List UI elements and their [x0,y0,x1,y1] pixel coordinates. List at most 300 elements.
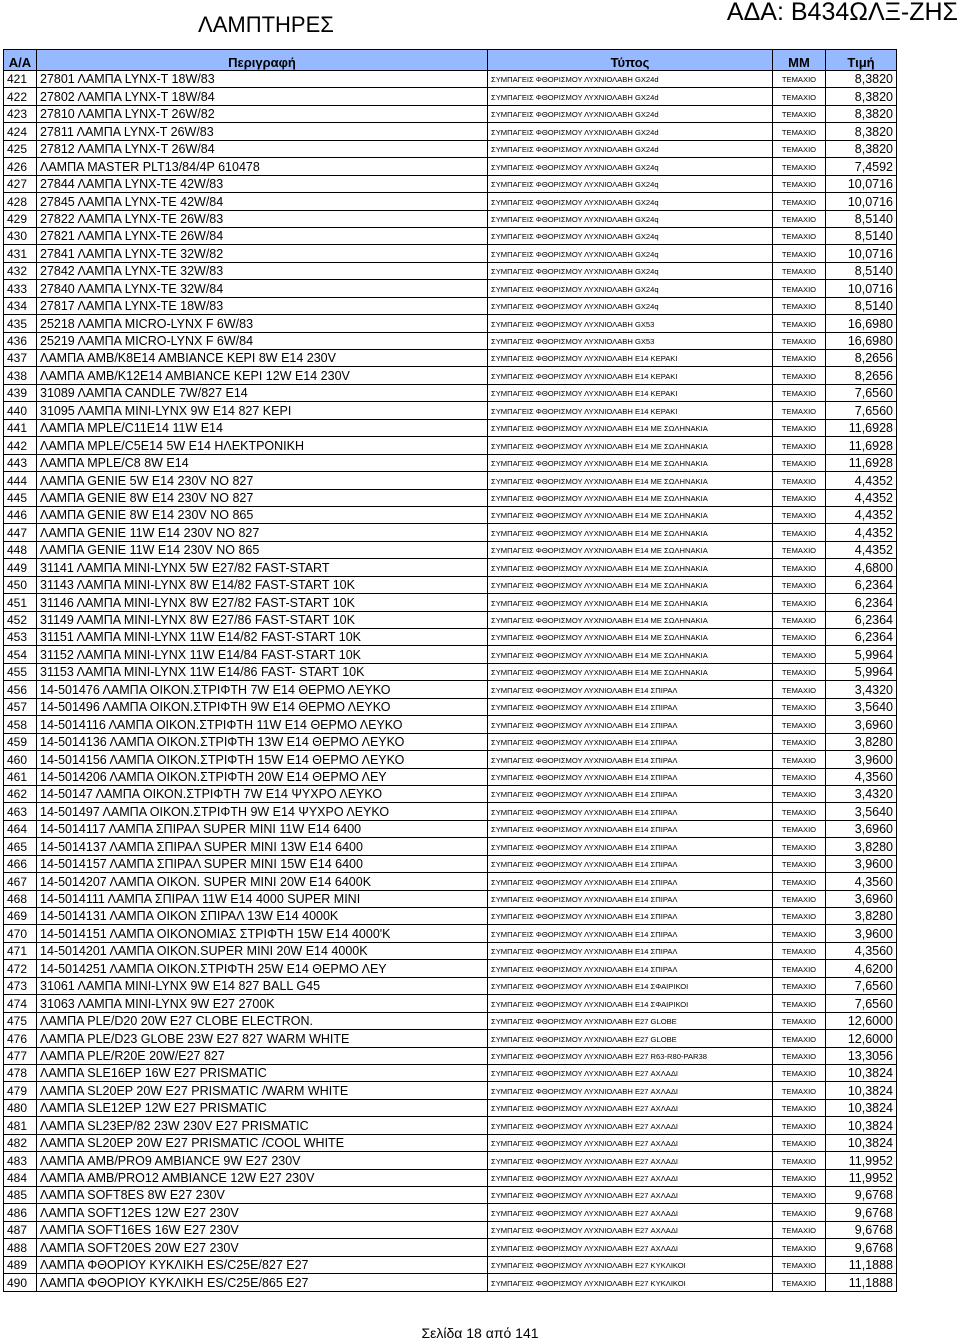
row-unit: ΤΕΜΑΧΙΟ [773,803,826,820]
row-type: ΣΥΜΠΑΓΕΙΣ ΦΘΟΡΙΣΜΟΥ ΛΥΧΝΙΟΛΑΒΗ E27 ΑΧΛΑΔΙ [488,1099,773,1116]
row-type: ΣΥΜΠΑΓΕΙΣ ΦΘΟΡΙΣΜΟΥ ΛΥΧΝΙΟΛΑΒΗ E14 ΣΠΙΡΑΛ [488,855,773,872]
table-row [4,646,897,663]
row-type: ΣΥΜΠΑΓΕΙΣ ΦΘΟΡΙΣΜΟΥ ΛΥΧΝΙΟΛΑΒΗ E14 ΣΠΙΡΑΛ [488,803,773,820]
table-row [4,297,897,314]
row-type: ΣΥΜΠΑΓΕΙΣ ΦΘΟΡΙΣΜΟΥ ΛΥΧΝΙΟΛΑΒΗ E14 ΜΕ ΣΩΛΗΝΑΚΙΑ [488,629,773,646]
row-type: ΣΥΜΠΑΓΕΙΣ ΦΘΟΡΙΣΜΟΥ ΛΥΧΝΙΟΛΑΒΗ E14 ΣΠΙΡΑΛ [488,890,773,907]
row-number: 488 [4,1239,37,1256]
row-type: ΣΥΜΠΑΓΕΙΣ ΦΘΟΡΙΣΜΟΥ ΛΥΧΝΙΟΛΑΒΗ E14 ΣΦΑΙΡΙΚΟΙ [488,977,773,994]
row-unit: ΤΕΜΑΧΙΟ [773,280,826,297]
row-description: 31089 ΛΑΜΠΑ CANDLE 7W/827 E14 [37,384,488,401]
row-description: 31146 ΛΑΜΠΑ MINI-LYNX 8W E27/82 FAST-START 10K [37,594,488,611]
row-unit: ΤΕΜΑΧΙΟ [773,140,826,157]
table-row [4,960,897,977]
row-price: 5,9964 [826,663,897,680]
row-number: 444 [4,472,37,489]
row-description: ΛΑΜΠΑ SL23EP/82 23W 230V E27 PRISMATIC [37,1117,488,1134]
row-price: 4,4352 [826,506,897,523]
row-type: ΣΥΜΠΑΓΕΙΣ ΦΘΟΡΙΣΜΟΥ ΛΥΧΝΙΟΛΑΒΗ GX24q [488,280,773,297]
row-price: 9,6768 [826,1187,897,1204]
row-description: 14-5014201 ΛΑΜΠΑ ΟΙΚΟΝ.SUPER MINI 20W E14 4000K [37,942,488,959]
row-price: 8,3820 [826,71,897,88]
row-description: ΛΑΜΠΑ AMB/PRO12 AMBIANCE 12W E27 230V [37,1169,488,1186]
row-number: 425 [4,140,37,157]
table-row [4,437,897,454]
row-description: 27840 ΛΑΜΠΑ LYNX-TE 32W/84 [37,280,488,297]
table-row [4,873,897,890]
row-unit: ΤΕΜΑΧΙΟ [773,384,826,401]
row-price: 10,3824 [826,1117,897,1134]
table-row [4,227,897,244]
row-description: 31153 ΛΑΜΠΑ MINI-LYNX 11W E14/86 FAST- START 10K [37,663,488,680]
row-number: 465 [4,838,37,855]
row-price: 11,9952 [826,1169,897,1186]
row-description: ΛΑΜΠΑ PLE/R20E 20W/E27 827 [37,1047,488,1064]
row-description: ΛΑΜΠΑ MASTER PLT13/84/4P 610478 [37,158,488,175]
table-row [4,1169,897,1186]
row-number: 448 [4,541,37,558]
row-unit: ΤΕΜΑΧΙΟ [773,541,826,558]
row-type: ΣΥΜΠΑΓΕΙΣ ΦΘΟΡΙΣΜΟΥ ΛΥΧΝΙΟΛΑΒΗ E14 ΜΕ ΣΩΛΗΝΑΚΙΑ [488,419,773,436]
table-row [4,820,897,837]
row-unit: ΤΕΜΑΧΙΟ [773,227,826,244]
table-row [4,1134,897,1151]
row-price: 4,6800 [826,559,897,576]
row-description: ΛΑΜΠΑ ΦΘΟΡΙΟΥ ΚΥΚΛΙΚΗ ES/C25E/865 E27 [37,1274,488,1291]
table-row [4,1187,897,1204]
row-number: 486 [4,1204,37,1221]
table-row [4,245,897,262]
row-unit: ΤΕΜΑΧΙΟ [773,158,826,175]
row-type: ΣΥΜΠΑΓΕΙΣ ΦΘΟΡΙΣΜΟΥ ΛΥΧΝΙΟΛΑΒΗ GX53 [488,315,773,332]
row-number: 487 [4,1221,37,1238]
row-description: 31063 ΛΑΜΠΑ MINI-LYNX 9W E27 2700K [37,995,488,1012]
row-unit: ΤΕΜΑΧΙΟ [773,1204,826,1221]
row-type: ΣΥΜΠΑΓΕΙΣ ΦΘΟΡΙΣΜΟΥ ΛΥΧΝΙΟΛΑΒΗ E14 ΜΕ ΣΩΛΗΝΑΚΙΑ [488,611,773,628]
table-row [4,123,897,140]
row-price: 10,0716 [826,245,897,262]
row-number: 490 [4,1274,37,1291]
row-type: ΣΥΜΠΑΓΕΙΣ ΦΘΟΡΙΣΜΟΥ ΛΥΧΝΙΟΛΑΒΗ E14 ΜΕ ΣΩΛΗΝΑΚΙΑ [488,506,773,523]
row-unit: ΤΕΜΑΧΙΟ [773,1169,826,1186]
row-description: ΛΑΜΠΑ SL20EP 20W E27 PRISMATIC /COOL WHITE [37,1134,488,1151]
row-unit: ΤΕΜΑΧΙΟ [773,297,826,314]
row-number: 449 [4,559,37,576]
table-row [4,594,897,611]
row-price: 10,3824 [826,1064,897,1081]
row-description: 14-5014251 ΛΑΜΠΑ ΟΙΚΟΝ.ΣΤΡΙΦΤΗ 25W E14 ΘΕΡΜΟ ΛΕΥ [37,960,488,977]
row-unit: ΤΕΜΑΧΙΟ [773,995,826,1012]
row-type: ΣΥΜΠΑΓΕΙΣ ΦΘΟΡΙΣΜΟΥ ΛΥΧΝΙΟΛΑΒΗ E14 ΣΠΙΡΑΛ [488,681,773,698]
row-number: 433 [4,280,37,297]
row-type: ΣΥΜΠΑΓΕΙΣ ΦΘΟΡΙΣΜΟΥ ΛΥΧΝΙΟΛΑΒΗ E14 ΣΠΙΡΑΛ [488,838,773,855]
row-description: ΛΑΜΠΑ MPLE/C11E14 11W E14 [37,419,488,436]
row-price: 7,4592 [826,158,897,175]
row-type: ΣΥΜΠΑΓΕΙΣ ΦΘΟΡΙΣΜΟΥ ΛΥΧΝΙΟΛΑΒΗ E14 ΣΠΙΡΑΛ [488,820,773,837]
row-unit: ΤΕΜΑΧΙΟ [773,175,826,192]
row-description: 14-5014111 ΛΑΜΠΑ ΣΠΙΡΑΛ 11W E14 4000 SUPER MINI [37,890,488,907]
row-number: 477 [4,1047,37,1064]
row-unit: ΤΕΜΑΧΙΟ [773,1274,826,1291]
row-unit: ΤΕΜΑΧΙΟ [773,681,826,698]
row-unit: ΤΕΜΑΧΙΟ [773,1082,826,1099]
row-unit: ΤΕΜΑΧΙΟ [773,1064,826,1081]
row-description: ΛΑΜΠΑ AMB/K12E14 AMBIANCE ΚΕΡΙ 12W E14 230V [37,367,488,384]
row-number: 441 [4,419,37,436]
table-row [4,350,897,367]
row-description: ΛΑΜΠΑ ΦΘΟΡΙΟΥ ΚΥΚΛΙΚΗ ES/C25E/827 E27 [37,1256,488,1273]
row-description: 14-501497 ΛΑΜΠΑ ΟΙΚΟΝ.ΣΤΡΙΦΤΗ 9W E14 ΨΥΧΡΟ ΛΕΥΚΟ [37,803,488,820]
row-type: ΣΥΜΠΑΓΕΙΣ ΦΘΟΡΙΣΜΟΥ ΛΥΧΝΙΟΛΑΒΗ GX24d [488,105,773,122]
row-number: 475 [4,1012,37,1029]
row-description: 14-501496 ΛΑΜΠΑ ΟΙΚΟΝ.ΣΤΡΙΦΤΗ 9W E14 ΘΕΡΜΟ ΛΕΥΚΟ [37,698,488,715]
row-unit: ΤΕΜΑΧΙΟ [773,1099,826,1116]
row-description: 31061 ΛΑΜΠΑ MINI-LYNX 9W E14 827 BALL G45 [37,977,488,994]
row-unit: ΤΕΜΑΧΙΟ [773,611,826,628]
row-type: ΣΥΜΠΑΓΕΙΣ ΦΘΟΡΙΣΜΟΥ ΛΥΧΝΙΟΛΑΒΗ GX24d [488,71,773,88]
row-number: 431 [4,245,37,262]
row-number: 427 [4,175,37,192]
header-type: Τύπος [488,50,773,71]
row-unit: ΤΕΜΑΧΙΟ [773,663,826,680]
table-row [4,733,897,750]
row-number: 459 [4,733,37,750]
row-type: ΣΥΜΠΑΓΕΙΣ ΦΘΟΡΙΣΜΟΥ ΛΥΧΝΙΟΛΑΒΗ E14 ΜΕ ΣΩΛΗΝΑΚΙΑ [488,472,773,489]
row-type: ΣΥΜΠΑΓΕΙΣ ΦΘΟΡΙΣΜΟΥ ΛΥΧΝΙΟΛΑΒΗ E14 ΜΕ ΣΩΛΗΝΑΚΙΑ [488,437,773,454]
table-row [4,559,897,576]
row-type: ΣΥΜΠΑΓΕΙΣ ΦΘΟΡΙΣΜΟΥ ΛΥΧΝΙΟΛΑΒΗ E27 ΚΥΚΛΙΚΟΙ [488,1256,773,1273]
row-type: ΣΥΜΠΑΓΕΙΣ ΦΘΟΡΙΣΜΟΥ ΛΥΧΝΙΟΛΑΒΗ GX24q [488,193,773,210]
row-description: ΛΑΜΠΑ GENIE 8W E14 230V NO 827 [37,489,488,506]
row-number: 479 [4,1082,37,1099]
table-row [4,1047,897,1064]
row-price: 3,4320 [826,785,897,802]
table-row [4,105,897,122]
row-unit: ΤΕΜΑΧΙΟ [773,698,826,715]
row-unit: ΤΕΜΑΧΙΟ [773,489,826,506]
row-unit: ΤΕΜΑΧΙΟ [773,71,826,88]
row-unit: ΤΕΜΑΧΙΟ [773,1221,826,1238]
row-type: ΣΥΜΠΑΓΕΙΣ ΦΘΟΡΙΣΜΟΥ ΛΥΧΝΙΟΛΑΒΗ E14 ΣΠΙΡΑΛ [488,716,773,733]
row-description: ΛΑΜΠΑ GENIE 8W E14 230V NO 865 [37,506,488,523]
row-price: 11,6928 [826,419,897,436]
row-description: 31152 ΛΑΜΠΑ MINI-LYNX 11W E14/84 FAST-START 10K [37,646,488,663]
row-price: 3,8280 [826,733,897,750]
row-price: 8,2656 [826,367,897,384]
row-description: 14-501476 ΛΑΜΠΑ ΟΙΚΟΝ.ΣΤΡΙΦΤΗ 7W E14 ΘΕΡΜΟ ΛΕΥΚΟ [37,681,488,698]
row-description: ΛΑΜΠΑ SOFT8ES 8W E27 230V [37,1187,488,1204]
table-row [4,402,897,419]
row-description: 27810 ΛΑΜΠΑ LYNX-T 26W/82 [37,105,488,122]
table-row [4,838,897,855]
table-row [4,977,897,994]
row-description: ΛΑΜΠΑ SOFT16ES 16W E27 230V [37,1221,488,1238]
row-unit: ΤΕΜΑΧΙΟ [773,1030,826,1047]
row-number: 450 [4,576,37,593]
row-description: ΛΑΜΠΑ SOFT12ES 12W E27 230V [37,1204,488,1221]
table-row [4,71,897,88]
row-number: 471 [4,942,37,959]
row-number: 464 [4,820,37,837]
row-number: 485 [4,1187,37,1204]
row-type: ΣΥΜΠΑΓΕΙΣ ΦΘΟΡΙΣΜΟΥ ΛΥΧΝΙΟΛΑΒΗ E14 ΜΕ ΣΩΛΗΝΑΚΙΑ [488,594,773,611]
row-price: 11,1888 [826,1274,897,1291]
row-price: 6,2364 [826,594,897,611]
row-type: ΣΥΜΠΑΓΕΙΣ ΦΘΟΡΙΣΜΟΥ ΛΥΧΝΙΟΛΑΒΗ E14 ΚΕΡΑΚΙ [488,350,773,367]
row-description: ΛΑΜΠΑ SL20EP 20W E27 PRISMATIC /WARM WHITE [37,1082,488,1099]
row-description: 31143 ΛΑΜΠΑ MINI-LYNX 8W E14/82 FAST-START 10K [37,576,488,593]
row-number: 462 [4,785,37,802]
table-row [4,785,897,802]
row-number: 421 [4,71,37,88]
row-price: 3,6960 [826,716,897,733]
row-price: 16,6980 [826,315,897,332]
row-description: 27845 ΛΑΜΠΑ LYNX-TE 42W/84 [37,193,488,210]
row-description: 27842 ΛΑΜΠΑ LYNX-TE 32W/83 [37,262,488,279]
row-price: 10,0716 [826,175,897,192]
table-row [4,419,897,436]
row-unit: ΤΕΜΑΧΙΟ [773,873,826,890]
table-row [4,332,897,349]
table-row [4,611,897,628]
row-price: 3,9600 [826,855,897,872]
row-number: 430 [4,227,37,244]
table-row [4,472,897,489]
row-number: 422 [4,88,37,105]
row-price: 3,4320 [826,681,897,698]
header-unit: ΜΜ [773,50,826,71]
row-price: 8,2656 [826,350,897,367]
row-description: ΛΑΜΠΑ GENIE 11W E14 230V NO 865 [37,541,488,558]
row-unit: ΤΕΜΑΧΙΟ [773,350,826,367]
row-type: ΣΥΜΠΑΓΕΙΣ ΦΘΟΡΙΣΜΟΥ ΛΥΧΝΙΟΛΑΒΗ E14 ΣΠΙΡΑΛ [488,733,773,750]
row-unit: ΤΕΜΑΧΙΟ [773,1239,826,1256]
row-type: ΣΥΜΠΑΓΕΙΣ ΦΘΟΡΙΣΜΟΥ ΛΥΧΝΙΟΛΑΒΗ GX53 [488,332,773,349]
row-price: 11,6928 [826,437,897,454]
table-row [4,995,897,1012]
row-description: 25219 ΛΑΜΠΑ MICRO-LYNX F 6W/84 [37,332,488,349]
row-type: ΣΥΜΠΑΓΕΙΣ ΦΘΟΡΙΣΜΟΥ ΛΥΧΝΙΟΛΑΒΗ E14 ΜΕ ΣΩΛΗΝΑΚΙΑ [488,524,773,541]
row-price: 4,6200 [826,960,897,977]
row-number: 476 [4,1030,37,1047]
row-unit: ΤΕΜΑΧΙΟ [773,646,826,663]
row-unit: ΤΕΜΑΧΙΟ [773,402,826,419]
row-description: 25218 ΛΑΜΠΑ MICRO-LYNX F 6W/83 [37,315,488,332]
row-unit: ΤΕΜΑΧΙΟ [773,629,826,646]
row-price: 9,6768 [826,1221,897,1238]
row-description: ΛΑΜΠΑ AMB/PRO9 AMBIANCE 9W E27 230V [37,1152,488,1169]
row-number: 483 [4,1152,37,1169]
row-price: 6,2364 [826,611,897,628]
row-number: 474 [4,995,37,1012]
table-row [4,768,897,785]
row-price: 12,6000 [826,1012,897,1029]
table-row [4,925,897,942]
row-description: ΛΑΜΠΑ PLE/D23 GLOBE 23W E27 827 WARM WHITE [37,1030,488,1047]
row-unit: ΤΕΜΑΧΙΟ [773,1047,826,1064]
row-price: 4,3560 [826,873,897,890]
row-price: 8,5140 [826,227,897,244]
row-description: 14-5014151 ΛΑΜΠΑ ΟΙΚΟΝΟΜΙΑΣ ΣΤΡΙΦΤΗ 15W E14 4000'K [37,925,488,942]
row-number: 470 [4,925,37,942]
page-title: ΛΑΜΠΤΗΡΕΣ [198,12,334,37]
row-description: ΛΑΜΠΑ MPLE/C8 8W E14 [37,454,488,471]
row-price: 5,9964 [826,646,897,663]
row-number: 443 [4,454,37,471]
row-number: 436 [4,332,37,349]
row-unit: ΤΕΜΑΧΙΟ [773,437,826,454]
row-unit: ΤΕΜΑΧΙΟ [773,193,826,210]
row-description: 14-5014206 ΛΑΜΠΑ ΟΙΚΟΝ.ΣΤΡΙΦΤΗ 20W E14 ΘΕΡΜΟ ΛΕΥ [37,768,488,785]
row-description: 14-5014137 ΛΑΜΠΑ ΣΠΙΡΑΛ SUPER MINI 13W E14 6400 [37,838,488,855]
table-row [4,506,897,523]
row-price: 6,2364 [826,576,897,593]
row-number: 456 [4,681,37,698]
row-unit: ΤΕΜΑΧΙΟ [773,524,826,541]
row-unit: ΤΕΜΑΧΙΟ [773,262,826,279]
row-unit: ΤΕΜΑΧΙΟ [773,419,826,436]
row-unit: ΤΕΜΑΧΙΟ [773,210,826,227]
row-unit: ΤΕΜΑΧΙΟ [773,1187,826,1204]
row-unit: ΤΕΜΑΧΙΟ [773,768,826,785]
table-row [4,524,897,541]
row-type: ΣΥΜΠΑΓΕΙΣ ΦΘΟΡΙΣΜΟΥ ΛΥΧΝΙΟΛΑΒΗ E14 ΣΠΙΡΑΛ [488,942,773,959]
table-row [4,1274,897,1291]
row-unit: ΤΕΜΑΧΙΟ [773,1134,826,1151]
row-type: ΣΥΜΠΑΓΕΙΣ ΦΘΟΡΙΣΜΟΥ ΛΥΧΝΙΟΛΑΒΗ E27 ΑΧΛΑΔΙ [488,1169,773,1186]
row-type: ΣΥΜΠΑΓΕΙΣ ΦΘΟΡΙΣΜΟΥ ΛΥΧΝΙΟΛΑΒΗ E27 GLOBE [488,1012,773,1029]
row-type: ΣΥΜΠΑΓΕΙΣ ΦΘΟΡΙΣΜΟΥ ΛΥΧΝΙΟΛΑΒΗ E14 ΣΠΙΡΑΛ [488,873,773,890]
row-unit: ΤΕΜΑΧΙΟ [773,733,826,750]
row-number: 432 [4,262,37,279]
table-row [4,541,897,558]
row-unit: ΤΕΜΑΧΙΟ [773,1256,826,1273]
header-price: Τιμή [826,50,897,71]
table-row [4,1082,897,1099]
table-row [4,942,897,959]
table-row [4,1099,897,1116]
row-unit: ΤΕΜΑΧΙΟ [773,1117,826,1134]
row-price: 8,3820 [826,123,897,140]
row-type: ΣΥΜΠΑΓΕΙΣ ΦΘΟΡΙΣΜΟΥ ΛΥΧΝΙΟΛΑΒΗ E14 ΣΠΙΡΑΛ [488,908,773,925]
row-description: ΛΑΜΠΑ GENIE 5W E14 230V NO 827 [37,472,488,489]
row-price: 8,3820 [826,140,897,157]
table-row [4,1012,897,1029]
row-description: 31095 ΛΑΜΠΑ MINI-LYNX 9W E14 827 ΚΕΡΙ [37,402,488,419]
row-type: ΣΥΜΠΑΓΕΙΣ ΦΘΟΡΙΣΜΟΥ ΛΥΧΝΙΟΛΑΒΗ E27 ΑΧΛΑΔΙ [488,1239,773,1256]
row-description: 31149 ΛΑΜΠΑ MINI-LYNX 8W E27/86 FAST-START 10K [37,611,488,628]
row-description: 14-5014131 ΛΑΜΠΑ ΟΙΚΟΝ ΣΠΙΡΑΛ 13W E14 4000K [37,908,488,925]
row-unit: ΤΕΜΑΧΙΟ [773,123,826,140]
row-description: ΛΑΜΠΑ MPLE/C5E14 5W E14 ΗΛΕΚΤΡΟΝΙΚΗ [37,437,488,454]
row-unit: ΤΕΜΑΧΙΟ [773,890,826,907]
row-price: 7,6560 [826,402,897,419]
row-type: ΣΥΜΠΑΓΕΙΣ ΦΘΟΡΙΣΜΟΥ ΛΥΧΝΙΟΛΑΒΗ GX24q [488,245,773,262]
table-row [4,803,897,820]
row-unit: ΤΕΜΑΧΙΟ [773,472,826,489]
row-number: 446 [4,506,37,523]
row-price: 9,6768 [826,1204,897,1221]
table-row [4,193,897,210]
table-row [4,629,897,646]
row-unit: ΤΕΜΑΧΙΟ [773,838,826,855]
row-unit: ΤΕΜΑΧΙΟ [773,594,826,611]
row-number: 482 [4,1134,37,1151]
row-price: 6,2364 [826,629,897,646]
row-number: 426 [4,158,37,175]
table-row [4,751,897,768]
table-row [4,1152,897,1169]
table-row [4,489,897,506]
row-price: 4,4352 [826,524,897,541]
row-price: 3,5640 [826,698,897,715]
table-row [4,698,897,715]
row-price: 10,3824 [826,1082,897,1099]
row-price: 10,0716 [826,280,897,297]
row-price: 8,5140 [826,210,897,227]
row-number: 473 [4,977,37,994]
row-type: ΣΥΜΠΑΓΕΙΣ ΦΘΟΡΙΣΜΟΥ ΛΥΧΝΙΟΛΑΒΗ E14 ΜΕ ΣΩΛΗΝΑΚΙΑ [488,559,773,576]
row-type: ΣΥΜΠΑΓΕΙΣ ΦΘΟΡΙΣΜΟΥ ΛΥΧΝΙΟΛΑΒΗ GX24q [488,297,773,314]
row-number: 445 [4,489,37,506]
row-price: 3,9600 [826,925,897,942]
row-number: 463 [4,803,37,820]
row-type: ΣΥΜΠΑΓΕΙΣ ΦΘΟΡΙΣΜΟΥ ΛΥΧΝΙΟΛΑΒΗ E14 ΜΕ ΣΩΛΗΝΑΚΙΑ [488,663,773,680]
row-number: 434 [4,297,37,314]
row-number: 435 [4,315,37,332]
row-type: ΣΥΜΠΑΓΕΙΣ ΦΘΟΡΙΣΜΟΥ ΛΥΧΝΙΟΛΑΒΗ E14 ΚΕΡΑΚΙ [488,367,773,384]
row-type: ΣΥΜΠΑΓΕΙΣ ΦΘΟΡΙΣΜΟΥ ΛΥΧΝΙΟΛΑΒΗ E14 ΣΦΑΙΡΙΚΟΙ [488,995,773,1012]
row-price: 3,5640 [826,803,897,820]
row-price: 11,6928 [826,454,897,471]
row-number: 460 [4,751,37,768]
row-type: ΣΥΜΠΑΓΕΙΣ ΦΘΟΡΙΣΜΟΥ ΛΥΧΝΙΟΛΑΒΗ E14 ΜΕ ΣΩΛΗΝΑΚΙΑ [488,489,773,506]
row-description: 31141 ΛΑΜΠΑ MINI-LYNX 5W E27/82 FAST-START [37,559,488,576]
table-row [4,280,897,297]
row-unit: ΤΕΜΑΧΙΟ [773,88,826,105]
row-number: 484 [4,1169,37,1186]
row-number: 467 [4,873,37,890]
table-row [4,262,897,279]
row-price: 4,4352 [826,472,897,489]
row-price: 7,6560 [826,995,897,1012]
row-type: ΣΥΜΠΑΓΕΙΣ ΦΘΟΡΙΣΜΟΥ ΛΥΧΝΙΟΛΑΒΗ E14 ΣΠΙΡΑΛ [488,751,773,768]
row-type: ΣΥΜΠΑΓΕΙΣ ΦΘΟΡΙΣΜΟΥ ΛΥΧΝΙΟΛΑΒΗ GX24d [488,140,773,157]
row-unit: ΤΕΜΑΧΙΟ [773,454,826,471]
table-row [4,855,897,872]
row-price: 3,8280 [826,838,897,855]
table-row [4,88,897,105]
row-number: 437 [4,350,37,367]
row-price: 16,6980 [826,332,897,349]
row-type: ΣΥΜΠΑΓΕΙΣ ΦΘΟΡΙΣΜΟΥ ΛΥΧΝΙΟΛΑΒΗ GX24q [488,210,773,227]
row-type: ΣΥΜΠΑΓΕΙΣ ΦΘΟΡΙΣΜΟΥ ΛΥΧΝΙΟΛΑΒΗ E27 ΑΧΛΑΔΙ [488,1204,773,1221]
row-description: 27811 ΛΑΜΠΑ LYNX-T 26W/83 [37,123,488,140]
row-price: 10,3824 [826,1099,897,1116]
row-description: 27802 ΛΑΜΠΑ LYNX-T 18W/84 [37,88,488,105]
table-row [4,681,897,698]
row-price: 4,4352 [826,489,897,506]
row-type: ΣΥΜΠΑΓΕΙΣ ΦΘΟΡΙΣΜΟΥ ΛΥΧΝΙΟΛΑΒΗ E27 ΑΧΛΑΔΙ [488,1064,773,1081]
row-unit: ΤΕΜΑΧΙΟ [773,506,826,523]
row-description: 27844 ΛΑΜΠΑ LYNX-TE 42W/83 [37,175,488,192]
row-type: ΣΥΜΠΑΓΕΙΣ ΦΘΟΡΙΣΜΟΥ ΛΥΧΝΙΟΛΑΒΗ E14 ΜΕ ΣΩΛΗΝΑΚΙΑ [488,576,773,593]
row-type: ΣΥΜΠΑΓΕΙΣ ΦΘΟΡΙΣΜΟΥ ΛΥΧΝΙΟΛΑΒΗ GX24d [488,88,773,105]
row-price: 13,3056 [826,1047,897,1064]
row-unit: ΤΕΜΑΧΙΟ [773,367,826,384]
row-type: ΣΥΜΠΑΓΕΙΣ ΦΘΟΡΙΣΜΟΥ ΛΥΧΝΙΟΛΑΒΗ E27 ΚΥΚΛΙΚΟΙ [488,1274,773,1291]
row-type: ΣΥΜΠΑΓΕΙΣ ΦΘΟΡΙΣΜΟΥ ΛΥΧΝΙΟΛΑΒΗ E14 ΣΠΙΡΑΛ [488,925,773,942]
